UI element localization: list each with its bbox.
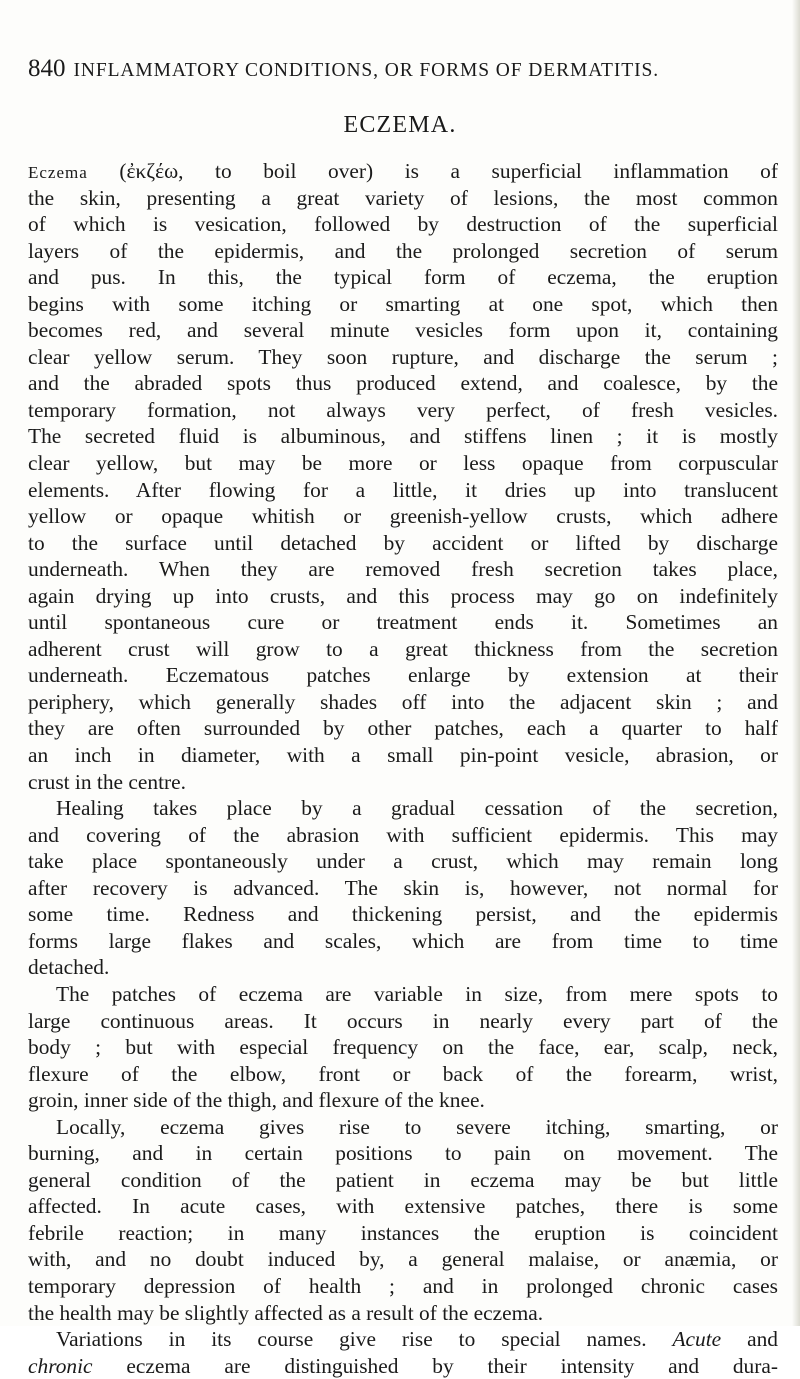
page-edge-shadow — [792, 0, 800, 1326]
text-line: clear yellow, but may be more or less opaque from corpuscular — [28, 451, 778, 476]
text-line: affected. In acute cases, with extensive patches, there is some — [28, 1194, 778, 1219]
line-part: and — [721, 1327, 778, 1352]
text-line: elements. After flowing for a little, it dries up into translucent — [28, 477, 778, 502]
running-head-title: INFLAMMATORY CONDITIONS, OR FORMS OF DERMATITIS. — [73, 60, 659, 81]
text-line: large continuous areas. It occurs in nearly every part of the — [28, 1008, 778, 1033]
text-line: and pus. In this, the typical form of eczema, the eruption — [28, 265, 778, 290]
text-line — [28, 1353, 778, 1379]
text-line: after recovery is advanced. The skin is, however, not normal for — [28, 875, 778, 900]
text-line: begins with some itching or smarting at one spot, which then — [28, 291, 778, 316]
text-line: febrile reaction; in many instances the eruption is coincident — [28, 1220, 778, 1245]
text-line: becomes red, and several minute vesicles form upon it, containing — [28, 318, 778, 343]
text-line: underneath. When they are removed fresh secretion takes place, — [28, 557, 778, 582]
section-title: ECZEMA. — [343, 112, 457, 138]
text-line: again drying up into crusts, and this process may go on indefinitely — [28, 583, 778, 608]
text-line: temporary depression of health ; and in prolonged chronic cases — [28, 1273, 778, 1298]
term-acute: Acute — [672, 1327, 722, 1352]
text-line: forms large flakes and scales, which are from time to time — [28, 928, 778, 953]
body-text — [28, 158, 778, 1379]
text-line: body ; but with especial frequency on the face, ear, scalp, neck, — [28, 1035, 778, 1060]
text-line: detached. — [28, 955, 110, 980]
text-line: take place spontaneously under a crust, which may remain long — [28, 849, 778, 874]
text-line: adherent crust will grow to a great thickness from the secretion — [28, 636, 778, 661]
text-line: until spontaneous cure or treatment ends it. Sometimes an — [28, 610, 778, 635]
text-line: general condition of the patient in eczema may be but little — [28, 1167, 778, 1192]
line-part: eczema are distinguished by their intensity and dura- — [92, 1353, 778, 1378]
text-line: Locally, eczema gives rise to severe itching, smarting, or — [56, 1114, 778, 1139]
text-line: with, and no doubt induced by, a general malaise, or anæmia, or — [28, 1247, 778, 1272]
text-line: to the surface until detached by accident or lifted by discharge — [28, 530, 778, 555]
lead-rest: (ἐκζέω, to boil over) is a superficial inflammation of — [87, 159, 778, 183]
text-line: they are often surrounded by other patches, each a quarter to half — [28, 716, 778, 741]
text-line — [28, 1326, 778, 1353]
text-line: temporary formation, not always very perfect, of fresh vesicles. — [28, 397, 778, 422]
text-line: groin, inner side of the thigh, and flexure of the knee. — [28, 1088, 485, 1113]
text-line: Healing takes place by a gradual cessation of the secretion, — [56, 796, 778, 821]
page-number: 840 — [28, 55, 66, 82]
text-line: The secreted fluid is albuminous, and stiffens linen ; it is mostly — [28, 424, 778, 449]
text-line: some time. Redness and thickening persist, and the epidermis — [28, 902, 778, 927]
text-line: The patches of eczema are variable in size, from mere spots to — [56, 981, 778, 1006]
text-line: layers of the epidermis, and the prolonged secretion of serum — [28, 238, 778, 263]
text-line — [28, 158, 778, 185]
text-line: underneath. Eczematous patches enlarge by extension at their — [28, 663, 778, 688]
text-line: and the abraded spots thus produced extend, and coalesce, by the — [28, 371, 778, 396]
text-line: an inch in diameter, with a small pin-point vesicle, abrasion, or — [28, 743, 778, 768]
text-line: periphery, which generally shades off into the adjacent skin ; and — [28, 689, 778, 714]
running-head — [28, 55, 788, 83]
text-line: the health may be slightly affected as a result of the eczema. — [28, 1300, 544, 1325]
text-line: and covering of the abrasion with sufficient epidermis. This may — [28, 822, 778, 847]
text-line: of which is vesication, followed by destruction of the superficial — [28, 212, 778, 237]
text-line: the skin, presenting a great variety of lesions, the most common — [28, 185, 778, 210]
text-line: crust in the centre. — [28, 769, 186, 794]
text-line: clear yellow serum. They soon rupture, and discharge the serum ; — [28, 344, 778, 369]
term-chronic: chronic — [28, 1353, 93, 1378]
text-line: flexure of the elbow, front or back of the forearm, wrist, — [28, 1061, 778, 1086]
lead-word: Eczema — [28, 163, 88, 182]
text-line: yellow or opaque whitish or greenish-yellow crusts, which adhere — [28, 504, 778, 529]
line-part: Variations in its course give rise to special names. — [56, 1327, 673, 1352]
text-line: burning, and in certain positions to pain on movement. The — [28, 1141, 778, 1166]
